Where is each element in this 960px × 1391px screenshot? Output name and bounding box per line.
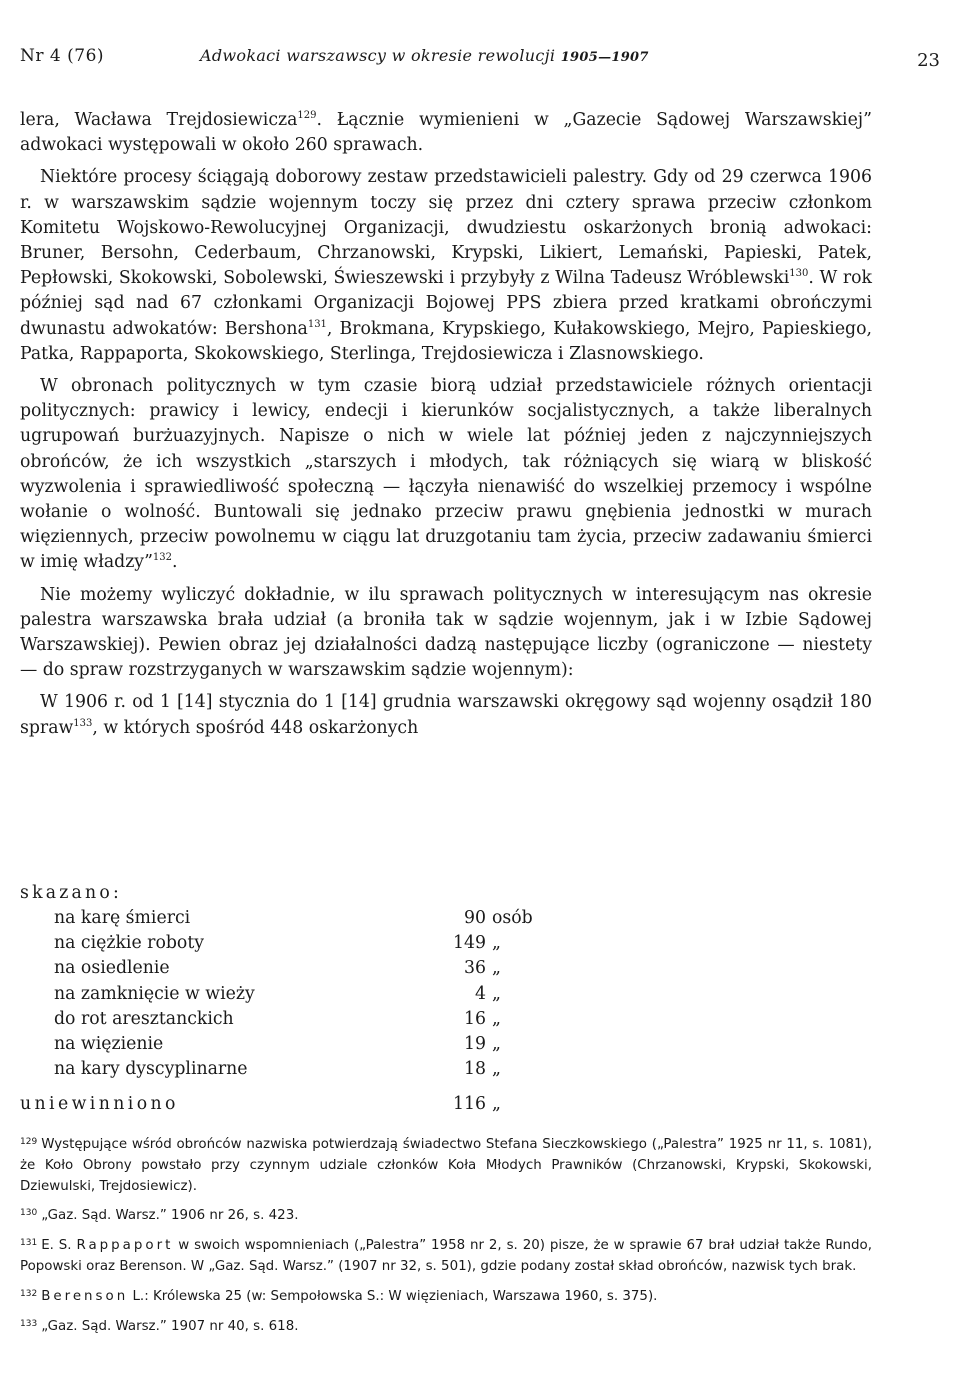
paragraph-3: [20, 374, 872, 576]
footnote: [20, 1132, 872, 1197]
footnote-ref: 130: [789, 268, 809, 280]
text-run: Niektóre procesy ściągają doborowy zestaw przedstawicieli palestry. Gdy od 29 czerwca 1906 r. w warszawskim sądzie wojennym toczy się przez dni cztery sprawa przeciw członkom Komitetu Wojskowo-Rewolucyjnej Organizacji, dwudziestu oskarżonych bronią adwokaci: Bruner, Bersohn, Cederbaum, Chrzanowski, Krypski, Likiert, Lemański, Papieski, Patek, Pepłowski, Skokowski, Sobolewski, Świeszewski i przybyły z Wilna Tadeusz Wróblewski: [20, 167, 872, 289]
text-run: lera, Wacława Trejdosiewicza: [20, 110, 298, 130]
text-run: . W rok później sąd nad 67 członkami Organizacji Bojowej PPS zbiera przed kratkami obrończymi dwunastu adwokatów: Bershona: [20, 268, 872, 339]
sentence-name: do rot aresztanckich: [54, 1008, 234, 1029]
page-number: 23: [917, 50, 940, 71]
text-run: Występujące wśród obrońców nazwiska potwierdzają świadectwo Stefana Sieczkowskiego („Palestra” 1925 nr 11, s. 1081), że Koło Obrony powstało przy czynnym udziale członków Koła Młodych Prawników (Chrzanowski, Krypski, Skokowski, Dziewulski, Trejdosiewicz).: [20, 1137, 872, 1194]
footnote-ref: 131: [307, 318, 327, 330]
sentence-value: 19: [464, 1033, 486, 1054]
sentence-name: na osiedlenie: [54, 958, 170, 979]
footnote: [20, 1203, 872, 1227]
footnote-ref: 132: [152, 552, 173, 564]
footnote-number: 133: [20, 1318, 38, 1329]
acquitted-unit: „: [492, 1094, 501, 1115]
acquitted-row: [20, 1092, 580, 1117]
issue-number: Nr 4 (76): [20, 46, 105, 66]
sentence-row: [20, 1057, 580, 1082]
text-run: , Brokmana, Krypskiego, Kułakowskiego, Mejro, Papieskiego, Patka, Rappaporta, Skokowskiego, Sterlinga, Trejdosiewicza i Zlasnowskiego.: [20, 318, 873, 364]
footnote: [20, 1314, 872, 1338]
paragraph-1: [20, 108, 872, 158]
paragraph-4: [20, 583, 872, 684]
sentence-row: [20, 1007, 580, 1032]
sentence-value: 36: [464, 958, 486, 979]
sentence-rows: [20, 906, 580, 1082]
footnote: [20, 1233, 872, 1278]
sentence-row: [20, 906, 580, 931]
running-header: [20, 42, 940, 72]
sentenced-label: skazano:: [20, 883, 123, 903]
text-run: . Łącznie wymienieni w „Gazecie Sądowej Warszawskiej” adwokaci występowali w około 260 sprawach.: [20, 110, 872, 156]
paragraph-2: [20, 165, 872, 367]
running-title: [200, 46, 649, 65]
paragraph-5: [20, 690, 872, 740]
text-run: , w których spośród 448 oskarżonych: [92, 717, 419, 738]
sentence-name: na zamknięcie w wieży: [54, 983, 255, 1004]
footnotes: [20, 1132, 872, 1343]
sentence-unit: „: [492, 1059, 501, 1080]
sentence-unit: osób: [492, 908, 533, 928]
spaced-name: Berenson: [41, 1288, 129, 1304]
acquitted-label: uniewinniono: [20, 1094, 179, 1115]
sentence-row: [20, 982, 580, 1007]
sentence-value: 16: [464, 1008, 486, 1029]
sentence-value: 90: [464, 908, 486, 928]
footnote-number: 129: [20, 1137, 38, 1147]
acquitted-value: 116: [453, 1094, 486, 1115]
footnote-number: 132: [20, 1288, 38, 1299]
footnote-number: 130: [20, 1208, 38, 1219]
sentence-name: na więzienie: [54, 1033, 164, 1054]
running-title-text: Adwokaci warszawscy w okresie rewolucji: [200, 46, 556, 65]
sentence-unit: „: [492, 983, 501, 1004]
main-text: [20, 108, 872, 741]
sentence-name: na kary dyscyplinarne: [54, 1059, 248, 1080]
footnote-number: 131: [20, 1238, 38, 1249]
text-run: W obronach politycznych w tym czasie biorą udział przedstawiciele różnych orientacji politycznych: prawicy i lewicy, endecji i kierunków socjalistycznych, a także liberalnych ugrupowań burżuazyjnych. Napisze o nich w wiele lat później jeden z najczynniejszych obrońców, że ich wszystkich „starszych i młodych, tak różniących się wiarą w bliskość wyzwolenia i sprawiedliwość społeczną — łączyła nienawiść do wszelkiej przemocy i wspólne wołanie o wolność. Buntowali się jednako przeciw prawu gnębienia jednostki w murach więziennych, przeciw powolnemu w ciągu lat druzgotaniu tam życia, przeciw zadawaniu śmierci w imię władzy”: [20, 376, 872, 573]
text-run: „Gaz. Sąd. Warsz.” 1906 nr 26, s. 423.: [41, 1208, 299, 1224]
sentence-statistics: [20, 880, 580, 1118]
running-title-years: 1905—1907: [560, 50, 649, 65]
text-run: W 1906 r. od 1 [14] stycznia do 1 [14] grudnia warszawski okręgowy sąd wojenny osądził 180 spraw: [20, 692, 872, 738]
sentence-row: [20, 956, 580, 981]
sentence-value: 4: [475, 983, 486, 1004]
text-run: Nie możemy wyliczyć dokładnie, w ilu sprawach politycznych w interesującym nas okresie palestra warszawska brała udział (a broniła tak w sądzie wojennym, jak i w Izbie Sądowej Warszawskiej). Pewien obraz jej działalności dadzą następujące liczby (ograniczone — niestety — do spraw rozstrzyganych w warszawskim sądzie wojennym):: [20, 584, 872, 681]
spaced-name: Rappaport: [76, 1238, 174, 1254]
sentence-value: 149: [453, 933, 486, 954]
sentence-row: [20, 931, 580, 956]
text-run: E. S.: [41, 1238, 77, 1254]
footnote-ref: 129: [297, 110, 317, 121]
text-run: w swoich wspomnieniach („Palestra” 1958 nr 2, s. 20) pisze, że w sprawie 67 brał udział także Rundo, Popowski oraz Berenson. W „Gaz. Sąd. Warsz.” (1907 nr 32, s. 501), gdzie podany został skład obrońców, nazwisk tych brak.: [20, 1238, 872, 1274]
text-run: „Gaz. Sąd. Warsz.” 1907 nr 40, s. 618.: [41, 1318, 299, 1334]
sentence-unit: „: [492, 958, 501, 979]
text-run: L.: Królewska 25 (w: Sempołowska S.: W więzieniach, Warszawa 1960, s. 375).: [128, 1288, 658, 1304]
sentence-unit: „: [492, 1008, 501, 1029]
sentence-unit: „: [492, 933, 501, 954]
text-run: .: [172, 552, 178, 573]
sentence-name: na karę śmierci: [54, 908, 191, 928]
sentence-name: na ciężkie roboty: [54, 933, 205, 954]
sentence-value: 18: [464, 1059, 486, 1080]
footnote-ref: 133: [73, 717, 93, 729]
sentence-row: [20, 1032, 580, 1057]
sentence-unit: „: [492, 1033, 501, 1054]
footnote: [20, 1284, 872, 1308]
